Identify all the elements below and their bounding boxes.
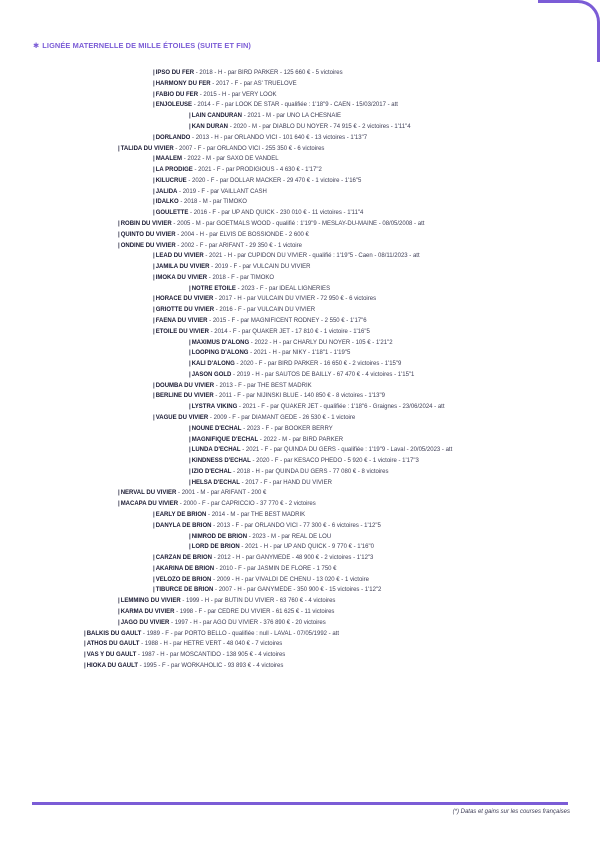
pedigree-entry bbox=[189, 445, 452, 456]
horse-details: - 1987 - H - par MOSCANTIDO - 138 905 € - 4 victoires bbox=[136, 652, 286, 659]
indent-bar: | bbox=[153, 167, 155, 173]
pedigree-entry bbox=[189, 478, 332, 489]
section-title-text: LIGNÉE MATERNELLE DE MILLE ÉTOILES (SUITE ET FIN) bbox=[42, 41, 251, 50]
horse-details: - 2000 - F - par CAPRICCIO - 37 770 € - 2 victoires bbox=[178, 501, 316, 508]
pedigree-entry bbox=[118, 144, 324, 155]
indent-bar: | bbox=[189, 458, 191, 465]
horse-name: CARZAN DE BRION bbox=[155, 555, 213, 562]
horse-name: LA PRODIGE bbox=[155, 167, 193, 173]
horse-details: - 2014 - F - par LOOK DE STAR - qualifiée : 1'18"9 - CAEN - 15/03/2017 - att bbox=[192, 102, 398, 109]
horse-details: - 1997 - H - par AGO DU VIVIER - 376 890 € - 20 victoires bbox=[169, 619, 326, 626]
indent-bar: | bbox=[118, 619, 120, 626]
indent-bar: | bbox=[118, 598, 120, 605]
pedigree-entry bbox=[189, 348, 350, 359]
indent-bar: | bbox=[153, 296, 155, 303]
horse-name: LEMMING DU VIVIER bbox=[120, 598, 181, 605]
indent-bar: | bbox=[153, 188, 155, 195]
indent-bar: | bbox=[153, 317, 155, 324]
pedigree-entry bbox=[189, 284, 330, 295]
horse-name: HORACE DU VIVIER bbox=[155, 296, 214, 303]
pedigree-entry bbox=[84, 650, 285, 661]
horse-details: - 2019 - F - par VULCAIN DU VIVIER bbox=[209, 264, 311, 270]
indent-bar: | bbox=[189, 544, 191, 551]
horse-name: MAXIMUS D'ALONG bbox=[191, 339, 250, 346]
horse-details: - 2015 - F - par MAGNIFICENT RODNEY - 2 550 € - 1'17"6 bbox=[207, 317, 367, 324]
pedigree-entry bbox=[153, 251, 420, 262]
pedigree-entry bbox=[189, 467, 389, 478]
indent-bar: | bbox=[189, 404, 191, 411]
pedigree-entry bbox=[153, 154, 279, 165]
horse-name: LOOPING D'ALONG bbox=[191, 350, 249, 357]
horse-name: ROBIN DU VIVIER bbox=[120, 220, 172, 227]
horse-name: LYSTRA VIKING bbox=[191, 404, 238, 411]
horse-name: ATHOS DU GAULT bbox=[86, 641, 140, 648]
indent-bar: | bbox=[84, 652, 86, 659]
pedigree-entry bbox=[153, 585, 381, 596]
horse-name: DORLANDO bbox=[155, 134, 191, 141]
pedigree-entry bbox=[153, 327, 370, 338]
indent-bar: | bbox=[189, 350, 191, 357]
indent-bar: | bbox=[189, 425, 191, 432]
horse-name: NOUNE D'ECHAL bbox=[191, 425, 242, 432]
horse-details: - 2023 - F - par IDEAL LIGNERIES bbox=[235, 285, 331, 292]
horse-name: LAIN CANDURAN bbox=[191, 113, 243, 120]
indent-bar: | bbox=[189, 436, 191, 443]
pedigree-entry bbox=[153, 391, 385, 402]
horse-details: - 2020 - F - par BIRD PARKER - 16 650 € - 2 victoires - 1'15"9 bbox=[234, 361, 402, 368]
horse-name: HIOKA DU GAULT bbox=[86, 662, 139, 669]
pedigree-entry bbox=[189, 122, 411, 133]
indent-bar: | bbox=[118, 490, 120, 497]
indent-bar: | bbox=[153, 522, 155, 529]
indent-bar: | bbox=[153, 177, 155, 184]
indent-bar: | bbox=[153, 512, 155, 518]
horse-details: - 2020 - F - par DOLLAR MACKER - 29 470 € - 1 victoire - 1'16"5 bbox=[186, 177, 362, 184]
horse-details: - 1989 - F - par PORTO BELLO - qualifiée : null - LAVAL - 07/05/1992 - att bbox=[141, 630, 340, 637]
horse-name: ETOILE DU VIVIER bbox=[155, 328, 209, 335]
horse-details: - 2002 - F - par ARIFANT - 29 350 € - 1 victoire bbox=[175, 242, 302, 249]
pedigree-entry bbox=[153, 273, 274, 284]
horse-details: - 2023 - M - par REAL DE LOU bbox=[247, 533, 332, 540]
pedigree-entry bbox=[153, 262, 311, 273]
horse-details: - 2017 - F - par AS' TRUELOVE bbox=[210, 80, 297, 87]
horse-details: - 2019 - F - par VAILLANT CASH bbox=[177, 188, 267, 195]
horse-details: - 2021 - F - par QUINDA DU GERS - qualifiée : 1'19"9 - Laval - 20/05/2023 - att bbox=[240, 447, 453, 454]
horse-details: - 2020 - M - par DIABLO DU NOYER - 74 915 € - 2 victoires - 1'11"4 bbox=[228, 123, 411, 130]
horse-details: - 2020 - F - par KESACO PHEDO - 5 920 € - 1 victoire - 1'17"3 bbox=[250, 458, 419, 465]
horse-details: - 2016 - F - par VULCAIN DU VIVIER bbox=[214, 307, 316, 314]
horse-details: - 2013 - F - par THE BEST MADRIK bbox=[214, 382, 312, 389]
pedigree-entry bbox=[84, 629, 339, 640]
horse-name: IZIO D'ECHAL bbox=[191, 468, 232, 475]
pedigree-entry bbox=[189, 456, 419, 467]
horse-name: IDALKO bbox=[155, 199, 179, 206]
pedigree-entry bbox=[118, 607, 334, 618]
pedigree-entry bbox=[189, 402, 445, 413]
horse-details: - 2022 - M - par BIRD PARKER bbox=[258, 436, 344, 443]
horse-name: KARMA DU VIVIER bbox=[120, 609, 175, 615]
pedigree-entry bbox=[118, 241, 302, 252]
indent-bar: | bbox=[153, 70, 155, 76]
horse-name: NOTRE ETOILE bbox=[191, 285, 236, 292]
indent-bar: | bbox=[153, 307, 155, 314]
horse-name: VELOZO DE BRION bbox=[155, 576, 212, 583]
indent-bar: | bbox=[118, 145, 120, 152]
indent-bar: | bbox=[118, 231, 120, 238]
pedigree-entry bbox=[153, 187, 267, 198]
indent-bar: | bbox=[153, 328, 155, 335]
horse-details: - 2013 - F - par ORLANDO VICI - 77 300 € - 6 victoires - 1'12"5 bbox=[211, 522, 381, 529]
indent-bar: | bbox=[118, 242, 120, 249]
horse-details: - 2017 - F - par HAND DU VIVIER bbox=[239, 479, 332, 486]
indent-bar: | bbox=[118, 609, 120, 615]
horse-details: - 2021 - F - par PRODIGIOUS - 4 630 € - 1'17"2 bbox=[192, 167, 322, 173]
indent-bar: | bbox=[84, 662, 86, 669]
pedigree-entry bbox=[153, 176, 361, 187]
horse-details: - 2021 - H - par NIKY - 1'18"1 - 1'19"5 bbox=[248, 350, 351, 357]
horse-details: - 2014 - F - par QUAKER JET - 17 810 € - 1 victoire - 1'16"5 bbox=[208, 328, 370, 335]
pedigree-entry bbox=[153, 413, 355, 424]
horse-name: VAGUE DU VIVIER bbox=[155, 415, 209, 421]
pedigree-entry bbox=[153, 133, 367, 144]
horse-details: - 2009 - F - par DIAMANT GEDE - 26 530 € - 1 victoire bbox=[208, 415, 356, 421]
pedigree-entry bbox=[118, 618, 326, 629]
pedigree-entry bbox=[153, 381, 312, 392]
horse-name: IPSO DU FER bbox=[155, 70, 195, 76]
indent-bar: | bbox=[153, 393, 155, 400]
pedigree-entry bbox=[189, 435, 343, 446]
horse-name: JAGO DU VIVIER bbox=[120, 619, 170, 626]
pedigree-entry bbox=[153, 90, 277, 101]
pedigree-entry bbox=[153, 294, 376, 305]
horse-details: - 2015 - H - par VERY LOOK bbox=[198, 91, 277, 98]
indent-bar: | bbox=[189, 479, 191, 486]
horse-details: - 1999 - H - par BUTIN DU VIVIER - 63 760 € - 4 victoires bbox=[180, 598, 336, 605]
pedigree-entry bbox=[84, 639, 282, 650]
horse-name: TALIDA DU VIVIER bbox=[120, 145, 174, 152]
horse-details: - 2005 - M - par GOETMALS WOOD - qualifié : 1'19"9 - MESLAY-DU-MAINE - 08/05/2008 - att bbox=[171, 220, 425, 227]
indent-bar: | bbox=[153, 576, 155, 583]
horse-name: AKARINA DE BRION bbox=[155, 565, 215, 572]
horse-name: DOUMBA DU VIVIER bbox=[155, 382, 215, 389]
horse-name: MACAPA DU VIVIER bbox=[120, 501, 179, 508]
pedigree-entry bbox=[84, 661, 283, 672]
horse-name: KAN DURAN bbox=[191, 123, 229, 130]
indent-bar: | bbox=[189, 447, 191, 454]
horse-name: MAGNIFIQUE D'ECHAL bbox=[191, 436, 259, 443]
horse-name: ONDINE DU VIVIER bbox=[120, 242, 176, 249]
pedigree-entry bbox=[118, 499, 316, 510]
horse-name: ENJOLEUSE bbox=[155, 102, 193, 109]
indent-bar: | bbox=[153, 565, 155, 572]
pedigree-entry bbox=[189, 370, 414, 381]
pedigree-entry bbox=[153, 100, 398, 111]
indent-bar: | bbox=[189, 533, 191, 540]
horse-name: GOULETTE bbox=[155, 210, 189, 217]
pedigree-entry bbox=[153, 510, 305, 521]
indent-bar: | bbox=[153, 199, 155, 206]
pedigree-entry bbox=[189, 111, 341, 122]
horse-name: BERLINE DU VIVIER bbox=[155, 393, 214, 400]
indent-bar: | bbox=[153, 587, 155, 594]
pedigree-entry bbox=[153, 208, 363, 219]
footer-divider bbox=[32, 802, 568, 805]
horse-name: HELSA D'ECHAL bbox=[191, 479, 240, 486]
pedigree-entry bbox=[118, 488, 266, 499]
horse-name: KINDNESS D'ECHAL bbox=[191, 458, 251, 465]
indent-bar: | bbox=[153, 555, 155, 562]
pedigree-entry bbox=[118, 596, 335, 607]
horse-details: - 2021 - H - par CUPIDON DU VIVIER - qualifié : 1'19"5 - Caen - 08/11/2023 - att bbox=[203, 253, 420, 260]
horse-details: - 2018 - H - par QUINDA DU GERS - 77 080 € - 8 victoires bbox=[231, 468, 389, 475]
pedigree-entry bbox=[153, 79, 297, 90]
indent-bar: | bbox=[153, 134, 155, 141]
footnote: (*) Datas et gains sur les courses françaises bbox=[452, 809, 570, 815]
horse-details: - 2004 - H - par ELVIS DE BOSSIONDE - 2 600 € bbox=[175, 231, 309, 238]
pedigree-entry bbox=[153, 575, 369, 586]
horse-details: - 1988 - H - par HETRE VERT - 48 040 € - 7 victoires bbox=[139, 641, 283, 648]
indent-bar: | bbox=[189, 113, 191, 120]
pedigree-entry bbox=[189, 542, 374, 553]
horse-details: - 2018 - H - par BIRD PARKER - 125 660 € - 5 victoires bbox=[194, 70, 343, 76]
pedigree-entry bbox=[153, 197, 247, 208]
horse-name: TIBURCE DE BRION bbox=[155, 587, 214, 594]
horse-details: - 2007 - H - par GANYMEDE - 350 900 € - 15 victoires - 1'12"2 bbox=[213, 587, 382, 594]
indent-bar: | bbox=[189, 468, 191, 475]
horse-name: JAMILA DU VIVIER bbox=[155, 264, 210, 270]
pedigree-entry bbox=[189, 424, 333, 435]
horse-name: GRIOTTE DU VIVIER bbox=[155, 307, 215, 314]
indent-bar: | bbox=[153, 382, 155, 389]
pedigree-entry bbox=[153, 553, 373, 564]
horse-name: LUNDA D'ECHAL bbox=[191, 447, 241, 454]
asterisk-icon: ✱ bbox=[33, 41, 40, 50]
horse-name: EARLY DE BRION bbox=[155, 512, 207, 518]
horse-details: - 1998 - F - par CEDRE DU VIVIER - 61 625 € - 11 victoires bbox=[174, 609, 335, 615]
indent-bar: | bbox=[189, 285, 191, 292]
horse-details: - 2018 - M - par TIMOKO bbox=[178, 199, 247, 206]
horse-name: IMOKA DU VIVIER bbox=[155, 274, 208, 281]
indent-bar: | bbox=[189, 123, 191, 130]
pedigree-entry bbox=[153, 165, 322, 176]
indent-bar: | bbox=[118, 220, 120, 227]
horse-name: VAS Y DU GAULT bbox=[86, 652, 137, 659]
horse-details: - 2021 - H - par UP AND QUICK - 9 770 € - 1'16"0 bbox=[239, 544, 374, 551]
horse-name: NIMROD DE BRION bbox=[191, 533, 248, 540]
pedigree-entry bbox=[118, 219, 424, 230]
horse-details: - 2001 - M - par ARIFANT - 200 € bbox=[176, 490, 267, 497]
horse-details: - 2007 - F - par ORLANDO VICI - 255 350 € - 6 victoires bbox=[173, 145, 325, 152]
horse-details: - 2012 - H - par GANYMEDE - 48 900 € - 2 victoires - 1'12"3 bbox=[212, 555, 374, 562]
horse-details: - 2021 - M - par UNO LA CHESNAIE bbox=[242, 113, 342, 120]
indent-bar: | bbox=[118, 501, 120, 508]
horse-name: HARMONY DU FER bbox=[155, 80, 211, 87]
horse-details: - 1995 - F - par WORKAHOLIC - 93 893 € - 4 victoires bbox=[138, 662, 284, 669]
pedigree-entry bbox=[153, 564, 337, 575]
horse-details: - 2014 - M - par THE BEST MADRIK bbox=[206, 512, 306, 518]
horse-details: - 2016 - F - par UP AND QUICK - 230 010 € - 11 victoires - 1'11"4 bbox=[188, 210, 364, 217]
horse-name: JASON GOLD bbox=[191, 371, 232, 378]
indent-bar: | bbox=[153, 80, 155, 87]
pedigree-entry bbox=[153, 68, 343, 79]
pedigree-entry bbox=[189, 338, 393, 349]
horse-name: FABIO DU FER bbox=[155, 91, 199, 98]
horse-details: - 2018 - F - par TIMOKO bbox=[207, 274, 275, 281]
indent-bar: | bbox=[84, 630, 86, 637]
horse-name: LORD DE BRION bbox=[191, 544, 240, 551]
horse-name: JALIDA bbox=[155, 188, 178, 195]
indent-bar: | bbox=[84, 641, 86, 648]
horse-details: - 2023 - F - par BOOKER BERRY bbox=[241, 425, 333, 432]
indent-bar: | bbox=[153, 264, 155, 270]
horse-details: - 2010 - F - par JASMIN DE FLORE - 1 750 € bbox=[214, 565, 337, 572]
indent-bar: | bbox=[153, 102, 155, 109]
horse-details: - 2009 - H - par VIVALDI DE CHENU - 13 020 € - 1 victoire bbox=[211, 576, 369, 583]
indent-bar: | bbox=[153, 156, 155, 163]
horse-name: QUINTO DU VIVIER bbox=[120, 231, 176, 238]
pedigree-entry bbox=[153, 305, 315, 316]
horse-name: BALKIS DU GAULT bbox=[86, 630, 142, 637]
indent-bar: | bbox=[189, 371, 191, 378]
horse-details: - 2022 - M - par SAXO DE VANDEL bbox=[182, 156, 279, 163]
horse-details: - 2013 - H - par ORLANDO VICI - 101 640 € - 13 victoires - 1'13"7 bbox=[190, 134, 368, 141]
horse-name: KALI D'ALONG bbox=[191, 361, 235, 368]
horse-name: LEAD DU VIVIER bbox=[155, 253, 204, 260]
horse-name: NERVAL DU VIVIER bbox=[120, 490, 177, 497]
horse-details: - 2011 - F - par NIJINSKI BLUE - 140 850 € - 8 victoires - 1'13"9 bbox=[213, 393, 385, 400]
indent-bar: | bbox=[189, 361, 191, 368]
pedigree-entry bbox=[118, 230, 309, 241]
pedigree-entry bbox=[153, 316, 367, 327]
indent-bar: | bbox=[153, 274, 155, 281]
horse-name: KILUCRUE bbox=[155, 177, 187, 184]
horse-name: FAENA DU VIVIER bbox=[155, 317, 208, 324]
horse-details: - 2019 - H - par SAUTOS DE BAILLY - 67 470 € - 4 victoires - 1'15"1 bbox=[231, 371, 415, 378]
indent-bar: | bbox=[153, 415, 155, 421]
pedigree-entry bbox=[189, 532, 331, 543]
horse-details: - 2021 - F - par QUAKER JET - qualifiée : 1'18"6 - Graignes - 23/06/2024 - att bbox=[237, 404, 445, 411]
indent-bar: | bbox=[189, 339, 191, 346]
pedigree-entry bbox=[153, 521, 381, 532]
horse-details: - 2022 - H - par CHARLY DU NOYER - 105 € - 1'21"2 bbox=[249, 339, 393, 346]
indent-bar: | bbox=[153, 91, 155, 98]
horse-name: MAALEM bbox=[155, 156, 183, 163]
indent-bar: | bbox=[153, 253, 155, 260]
horse-details: - 2017 - H - par VULCAIN DU VIVIER - 72 950 € - 6 victoires bbox=[213, 296, 377, 303]
horse-name: DANYLA DE BRION bbox=[155, 522, 212, 529]
indent-bar: | bbox=[153, 210, 155, 217]
pedigree-entry bbox=[189, 359, 401, 370]
